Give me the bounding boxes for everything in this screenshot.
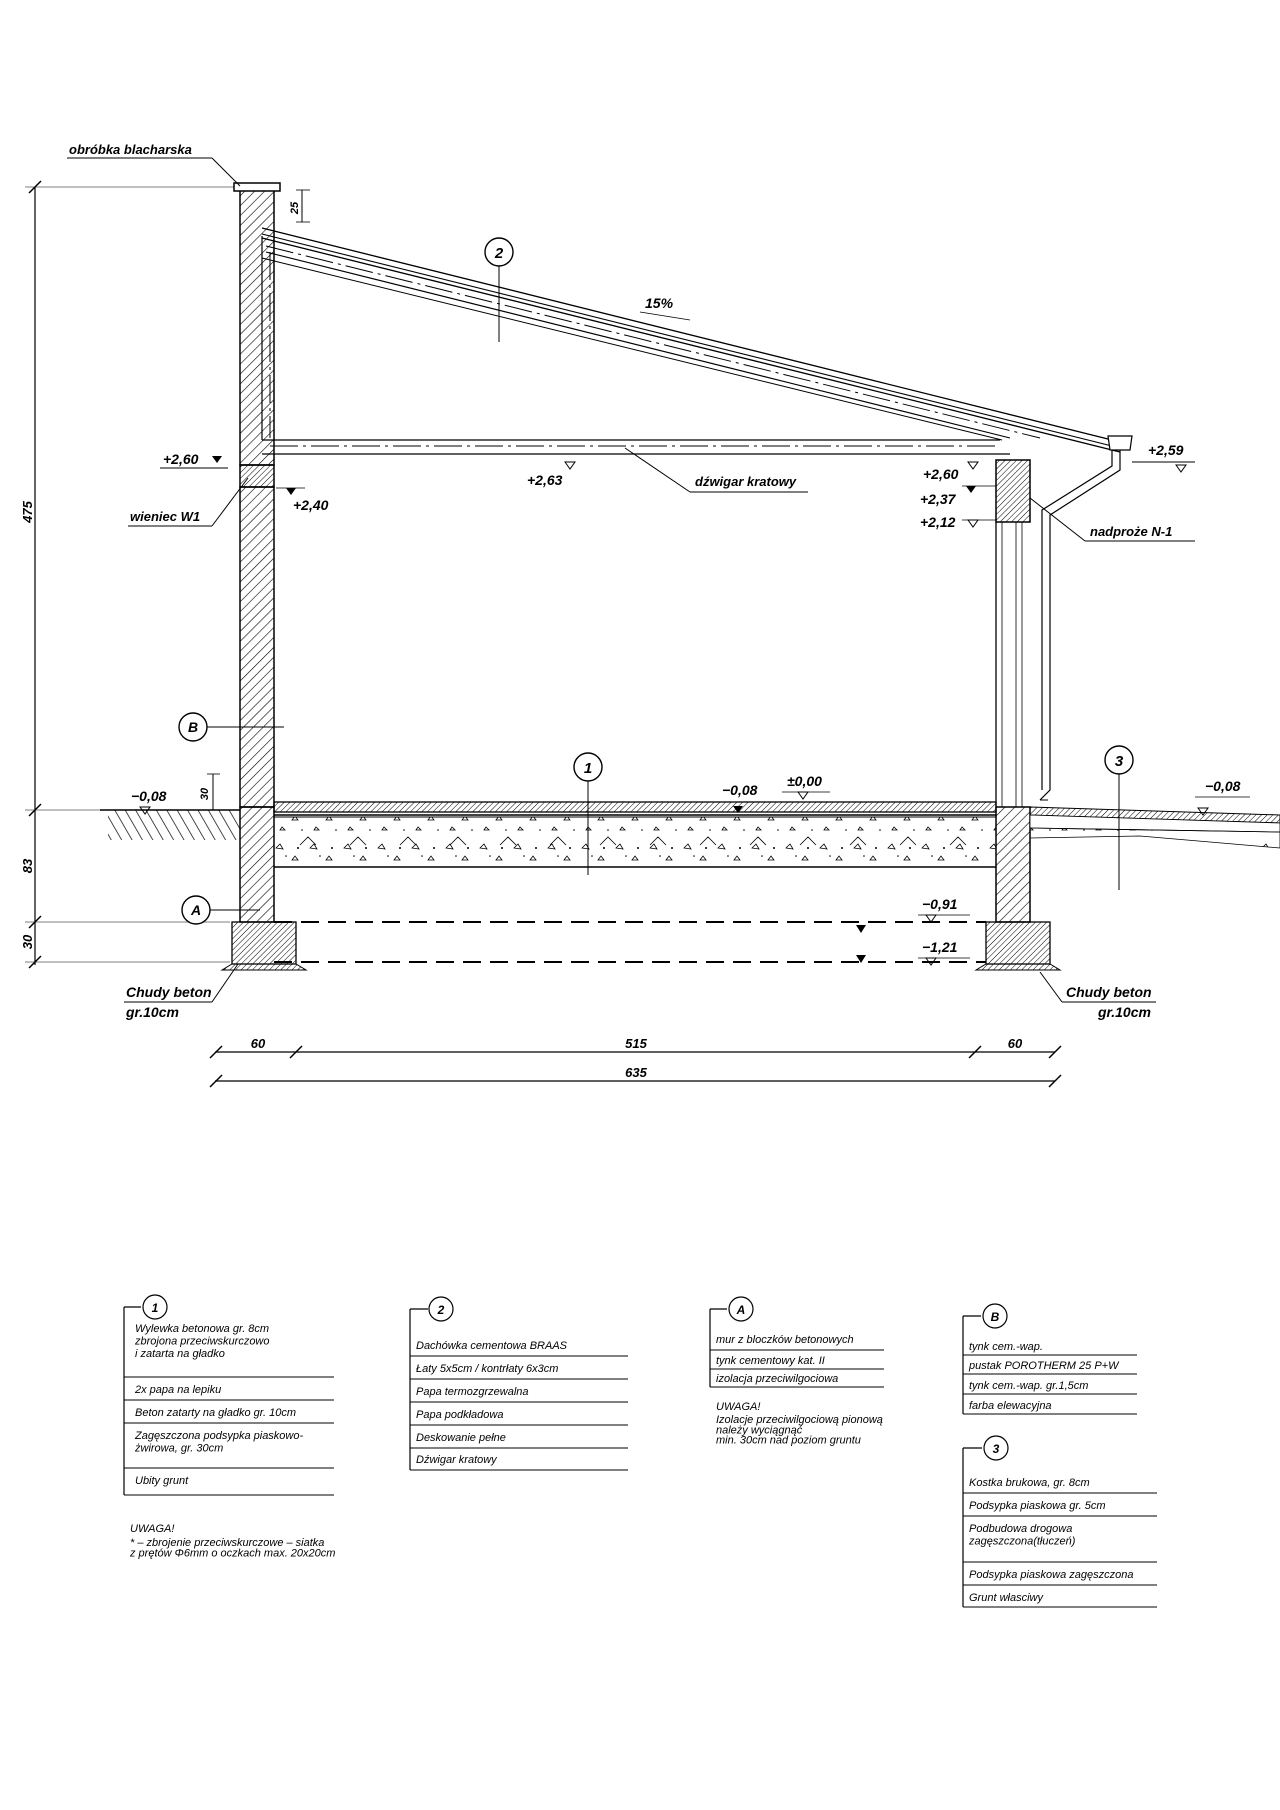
- label-lintel: [1030, 498, 1195, 541]
- svg-text:+2,59: +2,59: [1148, 442, 1184, 458]
- svg-text:wieniec W1: wieniec W1: [130, 509, 201, 524]
- svg-text:B: B: [990, 1310, 1000, 1324]
- label-roof-flashing: [67, 142, 240, 186]
- ground-right: [1030, 807, 1280, 848]
- level-260-left: [160, 451, 228, 468]
- legend-1-item-5: Ubity grunt: [135, 1475, 189, 1487]
- legend-3: [963, 1436, 1157, 1607]
- vertical-dimension-chain: [20, 181, 240, 968]
- dim-25: 25: [289, 201, 301, 215]
- dim-60-right: 60: [1007, 1036, 1023, 1051]
- legend-2-item-2: Łaty 5x5cm / kontrłaty 6x3cm: [416, 1363, 559, 1375]
- svg-text:+2,60: +2,60: [163, 451, 199, 467]
- legend-2: [410, 1297, 628, 1470]
- level-minus-008-right: [1195, 778, 1250, 815]
- svg-text:−0,91: −0,91: [922, 896, 958, 912]
- legend-3-item-1: Kostka brukowa, gr. 8cm: [969, 1477, 1090, 1489]
- dim-30-plinth: 30: [199, 787, 211, 801]
- level-minus-091: [918, 896, 970, 922]
- svg-text:±0,00: ±0,00: [787, 773, 822, 789]
- legend-2-item-6: Dźwigar kratowy: [416, 1454, 497, 1466]
- level-240: [276, 488, 329, 513]
- wall-right: [996, 460, 1030, 922]
- dim-83: 83: [20, 858, 35, 874]
- label-ring-beam: [128, 478, 248, 526]
- legend-B-item-2: pustak POROTHERM 25 P+W: [969, 1360, 1119, 1372]
- legend-B-item-3: tynk cem.-wap. gr.1,5cm: [969, 1380, 1089, 1392]
- svg-text:−0,08: −0,08: [722, 782, 758, 798]
- legend-B: [963, 1304, 1137, 1414]
- legend-1-item-3: Beton zatarty na gładko gr. 10cm: [135, 1407, 297, 1419]
- svg-text:+2,63: +2,63: [527, 472, 563, 488]
- label-lean-concrete-right: [1040, 972, 1156, 1020]
- svg-text:+2,12: +2,12: [920, 514, 956, 530]
- svg-text:−0,08: −0,08: [131, 788, 167, 804]
- legend-1-item-1: Wylewka betonowa gr. 8cm zbrojona przeciwskurczowo i zatarta na gładko: [135, 1323, 270, 1361]
- svg-text:1: 1: [151, 1301, 159, 1315]
- svg-text:1: 1: [583, 760, 593, 777]
- foundation-left: [222, 922, 306, 970]
- legend-1-item-4: Zagęszczona podsypka piaskowo-żwirowa, gr. 30cm: [135, 1430, 304, 1455]
- ground-left: [100, 810, 240, 840]
- legend-3-item-4: Podsypka piaskowa zagęszczona: [969, 1569, 1134, 1581]
- svg-text:+2,40: +2,40: [293, 497, 329, 513]
- slope-label: 15%: [645, 295, 674, 311]
- legend-A-note-title: UWAGA!: [716, 1401, 761, 1413]
- legend-2-item-4: Papa podkładowa: [416, 1409, 504, 1421]
- svg-text:2: 2: [494, 245, 504, 262]
- legend-3-item-3: Podbudowa drogowa zagęszczona(tłuczeń): [969, 1523, 1076, 1548]
- dim-475: 475: [20, 501, 35, 523]
- svg-text:A: A: [190, 902, 202, 918]
- level-212: [920, 514, 996, 530]
- legend-1-note-title: UWAGA!: [130, 1523, 175, 1535]
- dim-parapet: [289, 190, 310, 222]
- svg-text:−0,08: −0,08: [1205, 778, 1241, 794]
- svg-text:A: A: [736, 1303, 746, 1317]
- level-237: [920, 486, 996, 507]
- legend-2-item-5: Deskowanie pełne: [416, 1432, 506, 1444]
- svg-text:gr.10cm: gr.10cm: [126, 1004, 179, 1020]
- level-259: [1132, 442, 1195, 472]
- legend-1: [124, 1295, 335, 1559]
- foundation-right: [976, 922, 1060, 970]
- level-000: [782, 773, 830, 799]
- dim-60-left: 60: [250, 1036, 266, 1051]
- dim-515: 515: [625, 1036, 647, 1051]
- legend-2-item-3: Papa termozgrzewalna: [416, 1386, 529, 1398]
- dim-635: 635: [625, 1065, 647, 1080]
- legend-B-item-4: farba elewacyjna: [969, 1400, 1052, 1412]
- floor-slab: [274, 802, 996, 867]
- svg-text:3: 3: [992, 1442, 1000, 1456]
- svg-text:B: B: [187, 719, 199, 735]
- legend-2-item-1: Dachówka cementowa BRAAS: [416, 1340, 568, 1352]
- svg-text:+2,60: +2,60: [923, 466, 959, 482]
- svg-text:nadproże N-1: nadproże N-1: [1090, 524, 1173, 539]
- legend-A-item-3: izolacja przeciwilgociowa: [716, 1373, 839, 1385]
- svg-text:obróbka blacharska: obróbka blacharska: [69, 142, 192, 157]
- dim-30-foundation: 30: [20, 934, 35, 950]
- horizontal-dimension-chain: [210, 1036, 1061, 1087]
- svg-text:−1,21: −1,21: [922, 939, 958, 955]
- svg-text:+2,37: +2,37: [920, 491, 956, 507]
- label-lean-concrete-left: [124, 964, 238, 1020]
- svg-text:gr.10cm: gr.10cm: [1098, 1004, 1151, 1020]
- legend-A: [710, 1297, 884, 1447]
- svg-text:2: 2: [437, 1303, 445, 1317]
- legend-A-note: Izolacje przeciwilgociową pionową należy wyciągnąć min. 30cm nad poziom gruntu: [716, 1414, 883, 1447]
- svg-text:3: 3: [1114, 753, 1124, 770]
- legend-B-item-1: tynk cem.-wap.: [969, 1341, 1043, 1353]
- svg-text:Chudy beton: Chudy beton: [126, 984, 212, 1000]
- dim-plinth: [199, 774, 220, 810]
- legend-A-item-1: mur z bloczków betonowych: [716, 1334, 854, 1346]
- legend-1-item-2: 2x papa na lepiku: [135, 1384, 222, 1396]
- legend-3-item-5: Grunt własciwy: [969, 1592, 1043, 1604]
- level-260-right: [923, 462, 978, 482]
- legend-3-item-2: Podsypka piaskowa gr. 5cm: [969, 1500, 1106, 1512]
- svg-text:dźwigar kratowy: dźwigar kratowy: [695, 474, 797, 489]
- svg-text:Chudy beton: Chudy beton: [1066, 984, 1152, 1000]
- legend-1-note: * – zbrojenie przeciwskurczowe – siatka z prętów Φ6mm o oczkach max. 20x20cm: [130, 1537, 336, 1560]
- wall-left: [234, 183, 280, 922]
- legend-A-item-2: tynk cementowy kat. II: [716, 1355, 825, 1367]
- level-263: [527, 462, 575, 488]
